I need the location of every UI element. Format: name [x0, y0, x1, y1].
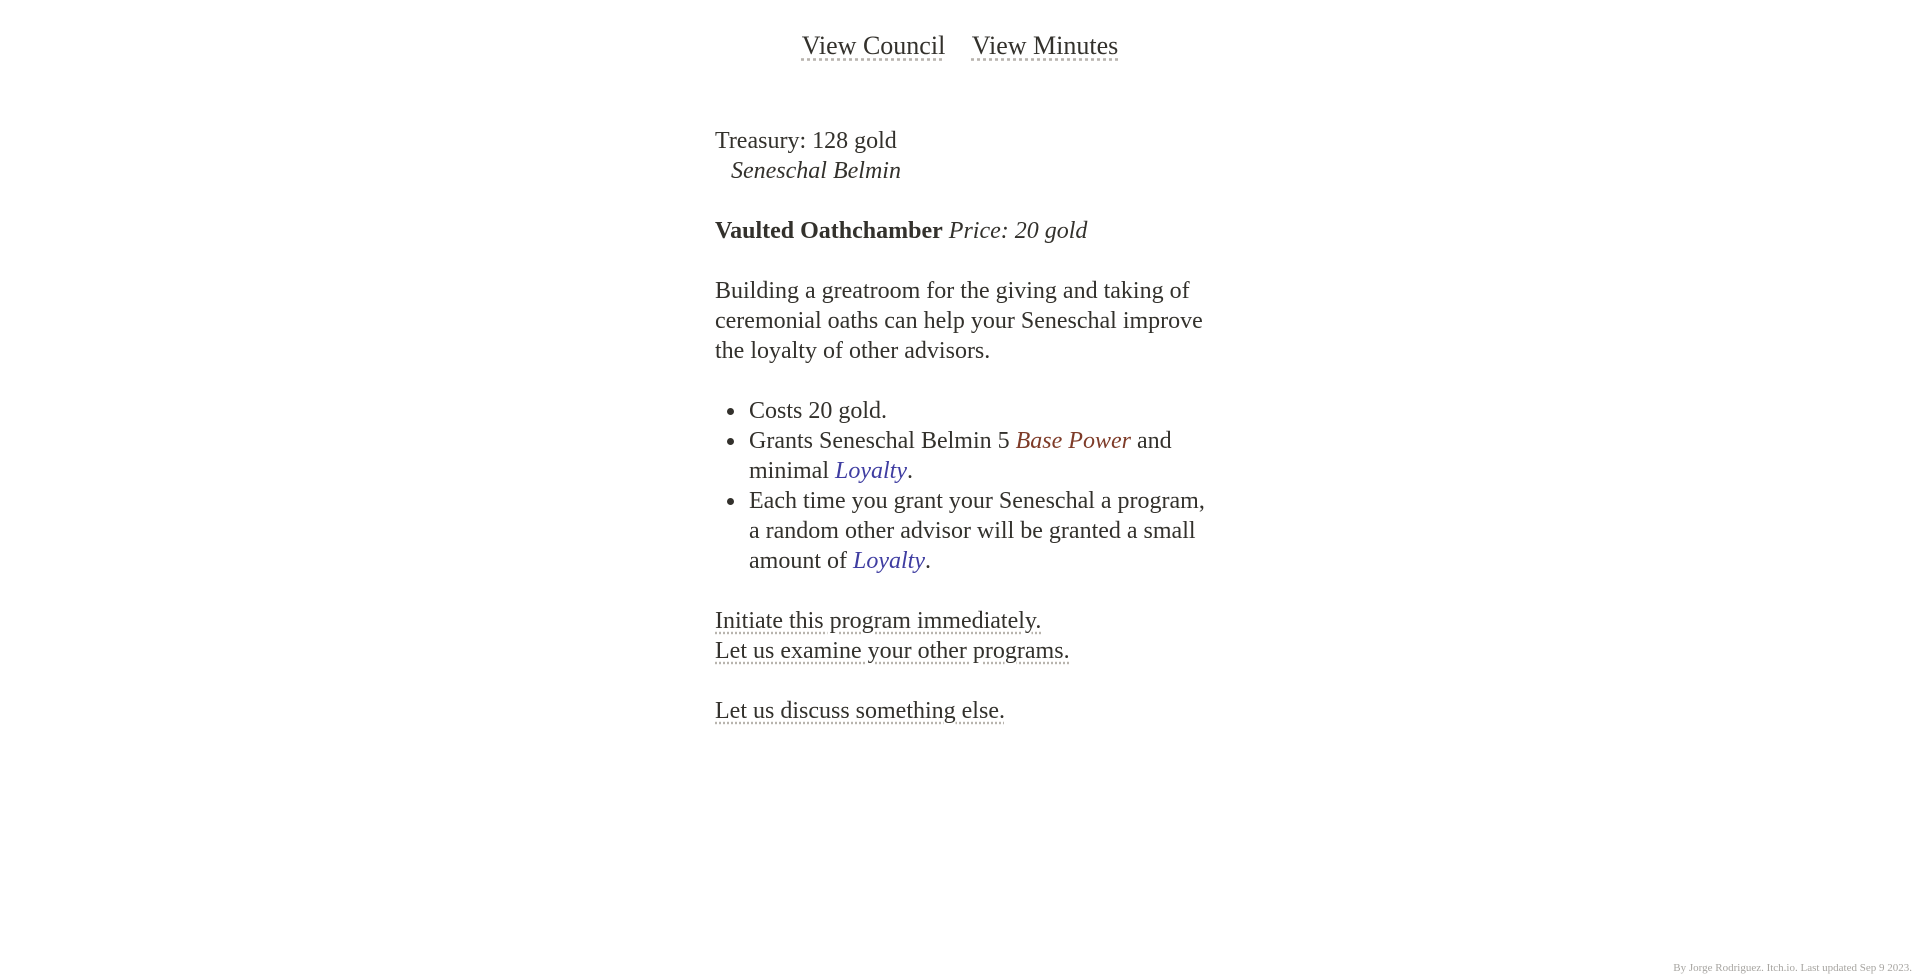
- view-council-link[interactable]: View Council: [801, 31, 946, 60]
- program-description: Building a greatroom for the giving and taking of ceremonial oaths can help your Seneschal improve the loyalty of other advisors.: [715, 278, 1203, 364]
- action-links: [715, 606, 1205, 666]
- list-item: [747, 486, 1205, 576]
- status-block: [715, 126, 1205, 186]
- program-heading: [715, 216, 1205, 246]
- effects-list: [715, 396, 1205, 576]
- effect-text: and minimal: [749, 428, 1172, 484]
- loyalty-keyword: Loyalty: [835, 458, 907, 484]
- list-item: [747, 426, 1205, 486]
- effect-text: Costs 20 gold.: [749, 398, 888, 424]
- effect-text: .: [907, 458, 913, 484]
- top-nav: [0, 0, 1920, 62]
- program-price: Price: 20 gold: [948, 218, 1088, 244]
- footer-credit: By Jorge Rodriguez. Itch.io. Last updated Sep 9 2023.: [1673, 962, 1912, 974]
- examine-programs-link[interactable]: Let us examine your other programs.: [715, 638, 1070, 664]
- treasury-status: Treasury: 128 gold: [715, 128, 897, 154]
- initiate-program-link[interactable]: Initiate this program immediately.: [715, 608, 1042, 634]
- advisor-name: Seneschal Belmin: [731, 158, 901, 184]
- base-power-keyword: Base Power: [1015, 428, 1131, 454]
- action-links-secondary: [715, 696, 1205, 726]
- view-minutes-link[interactable]: View Minutes: [971, 31, 1119, 60]
- effect-text: Grants Seneschal Belmin 5: [749, 428, 1016, 454]
- effect-text: Each time you grant your Seneschal a program, a random other advisor will be granted a small amount of: [749, 488, 1205, 574]
- program-title: Vaulted Oathchamber: [715, 218, 943, 244]
- effect-text: .: [924, 548, 931, 574]
- discuss-something-else-link[interactable]: Let us discuss something else.: [715, 698, 1005, 724]
- list-item: [747, 396, 1205, 426]
- loyalty-keyword: Loyalty: [852, 548, 925, 574]
- passage: [715, 126, 1205, 726]
